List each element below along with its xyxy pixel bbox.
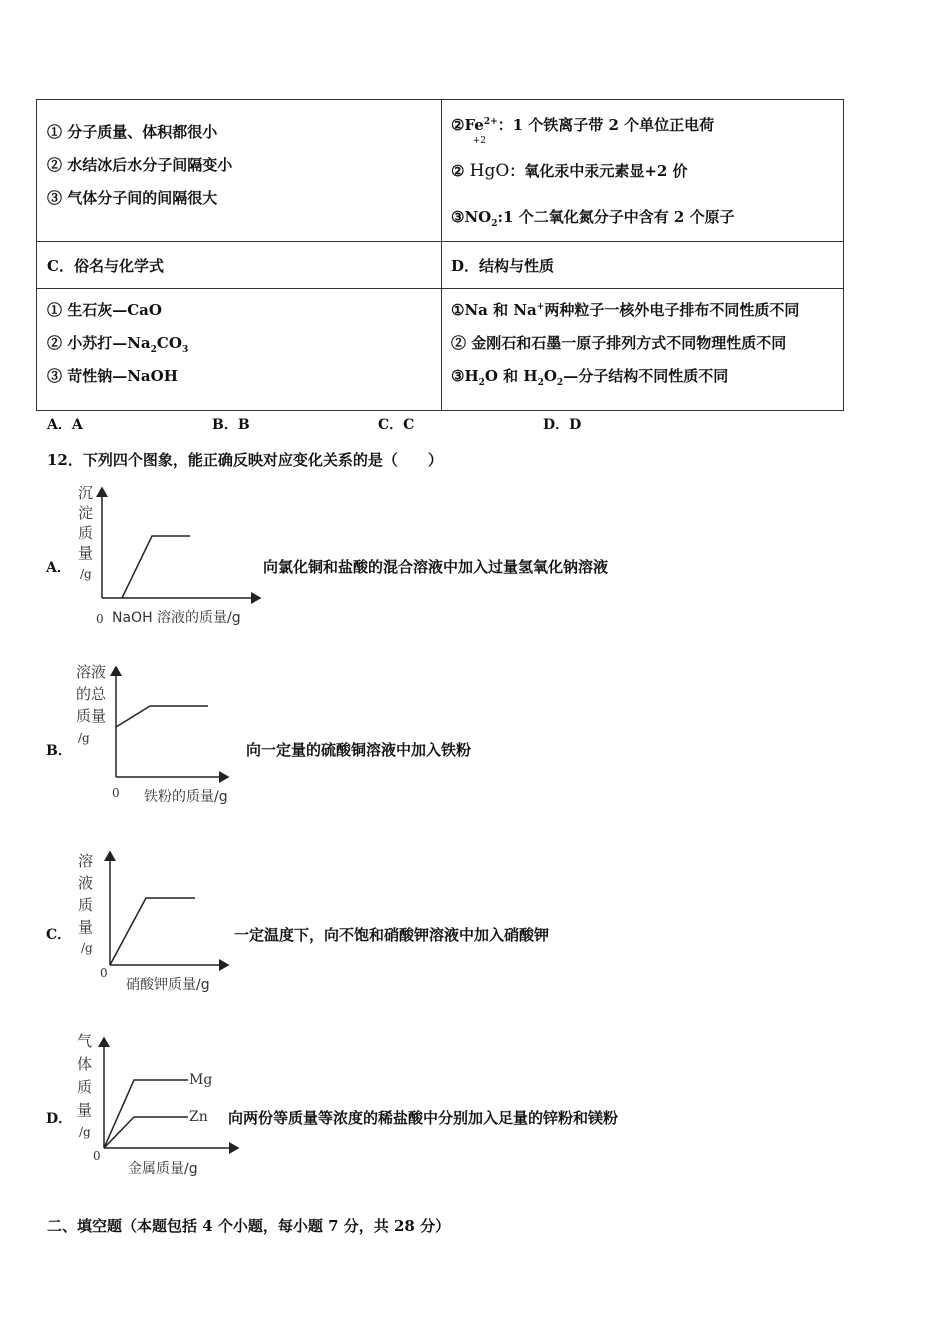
graph-d-label[interactable]: D． — [46, 1111, 73, 1127]
graph-d-ylabel-5: /g — [79, 1125, 91, 1139]
row1-right-line1: $②Fe^{2+}$：1 个铁离子带 2 个单位正电荷 — [451, 116, 715, 134]
q11-table — [36, 99, 844, 411]
graph-c-label[interactable]: C． — [46, 927, 72, 943]
graph-d-desc: 向两份等质量等浓度的稀盐酸中分别加入足量的锌粉和镁粉 — [228, 1109, 619, 1127]
graph-d-ylabel-1: 气 — [77, 1032, 93, 1050]
graph-d-series-zn: Zn — [189, 1109, 208, 1125]
graph-c-ylabel-5: /g — [81, 941, 93, 955]
row1-right-line2: ② +2 HgO：氧化汞中汞元素显+2 价 — [451, 148, 735, 194]
cell-row1-right — [451, 102, 735, 240]
cell-c-items — [47, 294, 188, 393]
graph-b-desc: 向一定量的硫酸铜溶液中加入铁粉 — [246, 741, 472, 759]
graph-a-origin: 0 — [96, 612, 104, 626]
graph-d-ylabel-2: 体 — [77, 1055, 93, 1073]
graph-d-ylabel-3: 质 — [77, 1078, 93, 1096]
row1-left-line1: ① 分子质量、体积都很小 — [47, 123, 218, 141]
row1-right-line3: $③NO_2:1$ 个二氧化氮分子中含有 2 个原子 — [451, 208, 735, 229]
graph-b-label[interactable]: B． — [46, 743, 72, 759]
graph-b-ylabel-1: 溶液 — [76, 663, 107, 681]
graph-b-ylabel-2: 的总 — [76, 685, 107, 703]
q11-option-d[interactable]: D．D — [543, 417, 582, 433]
graph-b-origin: 0 — [112, 786, 120, 800]
graph-a-ylabel-4: 量 — [78, 544, 94, 562]
c-line2: ② 小苏打$—Na_2CO_3$ — [47, 334, 189, 355]
d-line1: ①Na 和 Na+两种粒子一核外电子排布不同性质不同 — [451, 301, 800, 319]
graph-a-ylabel-2: 淀 — [78, 504, 94, 522]
table-divider-2 — [37, 288, 843, 289]
graph-a-desc: 向氯化铜和盐酸的混合溶液中加入过量氢氧化钠溶液 — [263, 558, 609, 576]
q11-option-c[interactable]: C．C — [378, 417, 415, 433]
graph-b — [70, 655, 270, 810]
d-line2: ② 金刚石和石墨一原子排列方式不同物理性质不同 — [451, 334, 787, 352]
q12-stem: 12．下列四个图象，能正确反映对应变化关系的是（ ） — [47, 451, 443, 469]
graph-d-ylabel-4: 量 — [77, 1101, 93, 1119]
q11-option-b[interactable]: B．B — [212, 417, 250, 433]
section2-title: 二、填空题（本题包括 4 个小题，每小题 7 分，共 28 分） — [47, 1217, 451, 1235]
graph-a-xlabel: NaOH 溶液的质量/g — [112, 610, 241, 626]
graph-d — [70, 1026, 270, 1186]
d-line3: $③H_2O$ 和 $H_2O_2—$分子结构不同性质不同 — [451, 367, 729, 388]
c-line1: ① 生石灰—CaO — [47, 301, 162, 319]
graph-b-curve — [116, 706, 208, 727]
graph-d-series-mg: Mg — [189, 1072, 213, 1088]
cell-row1-left — [47, 116, 232, 215]
graph-b-ylabel-4: /g — [78, 731, 90, 745]
graph-a-ylabel-5: /g — [80, 567, 92, 581]
graph-c-xlabel: 硝酸钾质量/g — [126, 977, 210, 993]
graph-b-ylabel-3: 质量 — [76, 707, 107, 725]
graph-c-ylabel-1: 溶 — [78, 852, 94, 870]
graph-c-origin: 0 — [100, 966, 108, 980]
graph-d-curve-mg — [104, 1080, 188, 1148]
graph-b-xlabel: 铁粉的质量/g — [144, 789, 228, 805]
c-line3: ③ 苛性钠—NaOH — [47, 367, 178, 385]
graph-a-ylabel-1: 沉 — [78, 484, 94, 502]
graph-d-origin: 0 — [93, 1149, 101, 1163]
graph-d-curve-zn — [104, 1117, 188, 1148]
graph-a-label[interactable]: A． — [46, 560, 71, 576]
table-divider-vertical — [441, 100, 442, 410]
hgo-formula: +2 HgO — [469, 136, 510, 181]
row1-left-line2: ② 水结冰后水分子间隔变小 — [47, 156, 233, 174]
graph-c-desc: 一定温度下，向不饱和硝酸钾溶液中加入硝酸钾 — [234, 926, 550, 944]
table-divider-1 — [37, 241, 843, 242]
graph-c-curve — [110, 898, 195, 965]
graph-c-ylabel-2: 液 — [78, 874, 94, 892]
cell-d-items — [451, 294, 799, 393]
header-d: D．结构与性质 — [451, 257, 555, 275]
graph-d-xlabel: 金属质量/g — [128, 1161, 198, 1177]
graph-a — [60, 478, 280, 633]
graph-c-ylabel-3: 质 — [78, 896, 94, 914]
graph-a-curve — [122, 536, 190, 598]
header-c: C．俗名与化学式 — [47, 257, 164, 275]
graph-c — [70, 842, 270, 997]
graph-a-ylabel-3: 质 — [78, 524, 94, 542]
row1-left-line3: ③ 气体分子间的间隔很大 — [47, 189, 218, 207]
graph-c-ylabel-4: 量 — [78, 918, 94, 936]
q11-option-a[interactable]: A．A — [47, 417, 83, 433]
